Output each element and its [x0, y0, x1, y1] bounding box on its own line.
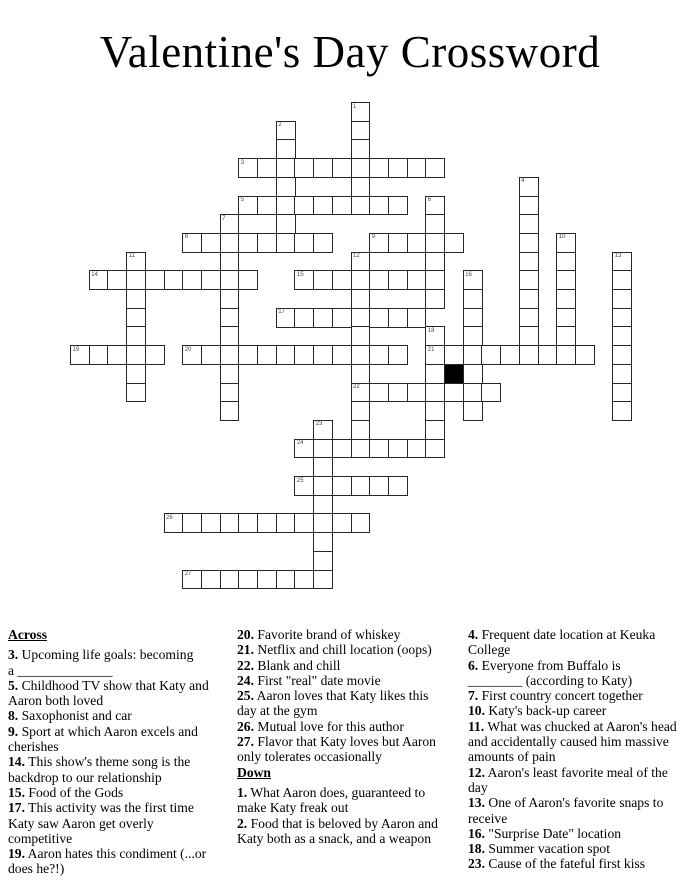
- clue-number: 18.: [468, 841, 485, 857]
- grid-cell: [220, 345, 240, 365]
- grid-cell: [463, 364, 483, 384]
- grid-cell: [276, 513, 296, 533]
- cell-number: 22: [353, 384, 360, 390]
- grid-cell: [332, 513, 352, 533]
- grid-cell: [519, 326, 539, 346]
- grid-cell: [519, 196, 539, 216]
- grid-cell: [351, 177, 371, 197]
- grid-cell: [369, 439, 389, 459]
- grid-cell: [294, 270, 314, 290]
- grid-cell: [463, 401, 483, 421]
- clue-number: 8.: [8, 708, 19, 724]
- grid-cell: [220, 364, 240, 384]
- grid-cell: [294, 158, 314, 178]
- clue-item: 13. One of Aaron's favorite snaps to receive: [468, 795, 664, 826]
- grid-cell: [556, 252, 576, 272]
- clue-item: 2. Food that is beloved by Aaron and Katy both as a snack, and a weapon: [237, 815, 438, 846]
- clue-column-1: [8, 627, 216, 877]
- grid-cell: [257, 513, 277, 533]
- grid-cell: [220, 289, 240, 309]
- grid-cell: [276, 158, 296, 178]
- grid-cell: [369, 270, 389, 290]
- grid-cell: [351, 270, 371, 290]
- grid-cell: [519, 233, 539, 253]
- clue-item: 11. What was chucked at Aaron's head and accidentally caused him massive amounts of pain: [468, 718, 677, 765]
- clue-number: 15.: [8, 784, 25, 800]
- cell-number: 25: [296, 477, 304, 484]
- clue-number: 2.: [237, 815, 248, 831]
- grid-cell: [388, 233, 408, 253]
- grid-cell: [220, 252, 240, 272]
- grid-cell: [294, 476, 314, 496]
- grid-cell: [388, 476, 408, 496]
- cell-number: 15: [296, 271, 304, 278]
- clue-item: 7. First country concert together: [468, 688, 643, 704]
- grid-cell: [463, 383, 483, 403]
- grid-cell: [407, 439, 427, 459]
- clue-number: 22.: [237, 657, 254, 673]
- clue-number: 9.: [8, 723, 19, 739]
- grid-cell: [351, 139, 371, 159]
- grid-cell: [369, 308, 389, 328]
- grid-cell: [519, 177, 539, 197]
- grid-cell: [388, 270, 408, 290]
- clue-item: 23. Cause of the fateful first kiss: [468, 856, 646, 872]
- grid-cell: [388, 345, 408, 365]
- grid-cell: [107, 270, 127, 290]
- clue-number: 25.: [237, 688, 254, 704]
- grid-cell: [407, 158, 427, 178]
- cell-number: 8: [184, 234, 189, 241]
- clue-item: 25. Aaron loves that Katy likes this day at the gym: [237, 688, 429, 719]
- cell-number: 24: [296, 440, 304, 447]
- grid-cell: [126, 345, 146, 365]
- grid-cell: [425, 233, 445, 253]
- clue-number: 11.: [468, 718, 485, 734]
- cell-number: 21: [427, 346, 435, 353]
- grid-cell: [238, 233, 258, 253]
- grid-cell: [351, 326, 371, 346]
- grid-cell: [294, 233, 314, 253]
- grid-cell: [351, 383, 371, 403]
- clue-item: 5. Childhood TV show that Katy and Aaron both loved: [8, 677, 209, 709]
- grid-cell: [556, 270, 576, 290]
- grid-cell: [257, 345, 277, 365]
- grid-cell: [369, 345, 389, 365]
- black-cell: [444, 364, 464, 384]
- grid-cell: [463, 345, 483, 365]
- clue-item: 10. Katy's back-up career: [468, 703, 607, 719]
- grid-cell: [220, 270, 240, 290]
- grid-cell: [313, 532, 333, 552]
- grid-cell: [276, 233, 296, 253]
- grid-cell: [369, 476, 389, 496]
- grid-cell: [612, 345, 632, 365]
- grid-cell: [313, 457, 333, 477]
- grid-cell: [407, 270, 427, 290]
- cell-number: 7: [222, 215, 226, 222]
- grid-cell: [313, 513, 333, 533]
- grid-cell: [89, 345, 109, 365]
- cell-number: 26: [166, 514, 173, 521]
- grid-cell: [294, 345, 314, 365]
- grid-cell: [220, 401, 240, 421]
- grid-cell: [519, 345, 539, 365]
- cell-number: 6: [427, 197, 432, 203]
- clues-header-across: Across: [8, 627, 48, 642]
- clue-number: 13.: [468, 795, 485, 811]
- grid-cell: [351, 345, 371, 365]
- grid-cell: [369, 196, 389, 216]
- clue-number: 17.: [8, 800, 25, 816]
- clue-number: 21.: [237, 642, 254, 658]
- grid-cell: [369, 233, 389, 253]
- grid-cell: [425, 196, 445, 216]
- grid-cell: [407, 383, 427, 403]
- grid-cell: [220, 214, 240, 234]
- grid-cell: [425, 401, 445, 421]
- grid-cell: [313, 158, 333, 178]
- grid-cell: [351, 158, 371, 178]
- grid-cell: [257, 570, 277, 590]
- grid-cell: [332, 439, 352, 459]
- clue-number: 4.: [468, 627, 479, 642]
- clue-number: 23.: [468, 856, 485, 872]
- cell-number: 12: [353, 253, 360, 260]
- grid-cell: [145, 270, 165, 290]
- grid-cell: [276, 570, 296, 590]
- clue-item: 27. Flavor that Katy loves but Aaron only tolerates occasionally: [237, 734, 436, 765]
- grid-cell: [351, 439, 371, 459]
- grid-cell: [351, 401, 371, 421]
- grid-cell: [351, 252, 371, 272]
- cell-number: 11: [128, 253, 135, 260]
- clue-item: 15. Food of the Gods: [8, 784, 124, 800]
- grid-cell: [313, 270, 333, 290]
- clue-item: 12. Aaron's least favorite meal of the day: [468, 764, 668, 795]
- clue-number: 24.: [237, 672, 254, 688]
- grid-cell: [519, 289, 539, 309]
- clue-number: 1.: [237, 784, 248, 800]
- clue-item: 16. "Surprise Date" location: [468, 825, 622, 841]
- grid-cell: [612, 252, 632, 272]
- clue-number: 26.: [237, 718, 254, 734]
- grid-cell: [463, 326, 483, 346]
- grid-cell: [238, 158, 258, 178]
- page-title: Valentine's Day Crossword: [99, 27, 601, 77]
- clue-item: 24. First "real" date movie: [237, 672, 381, 688]
- grid-cell: [145, 345, 165, 365]
- grid-cell: [201, 513, 221, 533]
- grid-cell: [276, 139, 296, 159]
- grid-cell: [332, 308, 352, 328]
- clue-number: 6.: [468, 657, 479, 673]
- grid-cell: [294, 308, 314, 328]
- clue-number: 19.: [8, 846, 25, 862]
- clue-item: 18. Summer vacation spot: [468, 841, 610, 857]
- grid-cell: [519, 252, 539, 272]
- grid-cell: [332, 196, 352, 216]
- grid-cell: [556, 308, 576, 328]
- grid-cell: [276, 196, 296, 216]
- grid-cell: [276, 121, 296, 141]
- grid-cell: [220, 308, 240, 328]
- grid-cell: [294, 570, 314, 590]
- grid-cell: [107, 345, 127, 365]
- clue-item: 21. Netflix and chill location (oops): [237, 642, 432, 658]
- grid-cell: [182, 233, 202, 253]
- grid-cell: [126, 364, 146, 384]
- grid-cell: [556, 233, 576, 253]
- cell-number: 1: [353, 103, 357, 110]
- grid-cell: [500, 345, 520, 365]
- grid-cell: [369, 383, 389, 403]
- grid-cell: [238, 513, 258, 533]
- clue-item: 6. Everyone from Buffalo is ________ (according to Katy): [468, 657, 633, 688]
- grid-cell: [313, 476, 333, 496]
- grid-cell: [425, 345, 445, 365]
- grid-cell: [425, 289, 445, 309]
- clue-item: 22. Blank and chill: [237, 657, 341, 673]
- grid-cell: [612, 401, 632, 421]
- grid-cell: [126, 383, 146, 403]
- grid-cell: [164, 513, 184, 533]
- grid-cell: [238, 345, 258, 365]
- cell-number: 14: [91, 271, 98, 278]
- grid-cell: [332, 158, 352, 178]
- cell-number: 9: [371, 234, 376, 241]
- grid-cell: [351, 102, 371, 122]
- grid-cell: [70, 345, 90, 365]
- grid-cell: [351, 513, 371, 533]
- grid-cell: [126, 289, 146, 309]
- grid-cell: [238, 196, 258, 216]
- cell-number: 13: [614, 253, 622, 260]
- grid-cell: [425, 420, 445, 440]
- grid-cell: [257, 196, 277, 216]
- clue-number: 12.: [468, 764, 485, 780]
- grid-cell: [313, 196, 333, 216]
- grid-cell: [201, 270, 221, 290]
- grid-cell: [313, 233, 333, 253]
- grid-cell: [425, 383, 445, 403]
- cell-number: 3: [240, 159, 245, 166]
- clue-item: 26. Mutual love for this author: [237, 718, 404, 734]
- grid-cell: [126, 270, 146, 290]
- grid-cell: [575, 345, 595, 365]
- clue-number: 16.: [468, 825, 485, 841]
- grid-cell: [481, 345, 501, 365]
- grid-cell: [351, 364, 371, 384]
- clue-item: 14. This show's theme song is the backdrop to our relationship: [8, 754, 191, 785]
- grid-cell: [332, 345, 352, 365]
- grid-cell: [388, 308, 408, 328]
- clue-number: 7.: [468, 688, 479, 704]
- grid-cell: [126, 326, 146, 346]
- grid-cell: [276, 308, 296, 328]
- cell-number: 20: [184, 346, 192, 353]
- grid-cell: [276, 177, 296, 197]
- grid-cell: [538, 345, 558, 365]
- grid-cell: [519, 214, 539, 234]
- grid-cell: [257, 158, 277, 178]
- cell-number: 18: [427, 327, 435, 334]
- grid-cell: [425, 364, 445, 384]
- grid-cell: [313, 345, 333, 365]
- clue-item: 8. Saxophonist and car: [8, 708, 132, 724]
- grid-cell: [257, 233, 277, 253]
- cell-number: 16: [465, 271, 472, 278]
- grid-cell: [612, 383, 632, 403]
- grid-cell: [313, 420, 333, 440]
- grid-cell: [351, 420, 371, 440]
- grid-cell: [463, 270, 483, 290]
- clue-item: 4. Frequent date location at Keuka College: [468, 627, 656, 658]
- clue-number: 20.: [237, 627, 254, 642]
- grid-cell: [388, 439, 408, 459]
- grid-cell: [294, 196, 314, 216]
- grid-cell: [182, 513, 202, 533]
- grid-cell: [425, 326, 445, 346]
- grid-cell: [556, 326, 576, 346]
- grid-cell: [407, 308, 427, 328]
- grid-cell: [313, 570, 333, 590]
- grid-cell: [294, 439, 314, 459]
- grid-cell: [294, 513, 314, 533]
- grid-cell: [164, 270, 184, 290]
- grid-cell: [220, 233, 240, 253]
- grid-cell: [556, 289, 576, 309]
- grid-cell: [351, 289, 371, 309]
- grid-cell: [351, 196, 371, 216]
- grid-cell: [425, 270, 445, 290]
- grid-cell: [388, 383, 408, 403]
- grid-cell: [126, 308, 146, 328]
- grid-cell: [612, 364, 632, 384]
- clues-header-down: Down: [237, 764, 271, 780]
- grid-cell: [612, 289, 632, 309]
- grid-cell: [444, 345, 464, 365]
- cell-number: 5: [240, 197, 245, 203]
- cell-number: 2: [278, 122, 282, 129]
- grid-cell: [332, 270, 352, 290]
- grid-cell: [481, 383, 501, 403]
- cell-number: 27: [184, 571, 192, 577]
- grid-cell: [276, 345, 296, 365]
- grid-cell: [388, 196, 408, 216]
- cell-number: 4: [521, 178, 525, 185]
- grid-cell: [519, 270, 539, 290]
- clue-item: 1. What Aaron does, guaranteed to make Katy freak out: [237, 784, 426, 816]
- grid-cell: [201, 233, 221, 253]
- grid-cell: [220, 383, 240, 403]
- grid-cell: [182, 270, 202, 290]
- grid-cell: [89, 270, 109, 290]
- grid-cell: [351, 308, 371, 328]
- grid-cell: [238, 270, 258, 290]
- grid-cell: [313, 495, 333, 515]
- grid-cell: [220, 513, 240, 533]
- grid-cell: [519, 308, 539, 328]
- grid-cell: [351, 476, 371, 496]
- grid-cell: [612, 270, 632, 290]
- grid-cell: [407, 233, 427, 253]
- clue-number: 10.: [468, 703, 485, 719]
- grid-cell: [313, 308, 333, 328]
- clue-item: 19. Aaron hates this condiment (...or does he?!): [8, 846, 207, 877]
- grid-cell: [444, 233, 464, 253]
- clue-item: 20. Favorite brand of whiskey: [237, 627, 401, 642]
- cell-number: 23: [315, 421, 323, 428]
- grid-cell: [201, 345, 221, 365]
- grid-cell: [425, 214, 445, 234]
- grid-cell: [276, 214, 296, 234]
- grid-cell: [201, 570, 221, 590]
- clue-item: 9. Sport at which Aaron excels and cherishes: [8, 723, 198, 755]
- grid-cell: [556, 345, 576, 365]
- grid-cell: [612, 326, 632, 346]
- grid-cell: [425, 252, 445, 272]
- grid-cell: [126, 252, 146, 272]
- grid-cell: [351, 121, 371, 141]
- clue-item: 3. Upcoming life goals: becoming a ______________: [8, 647, 194, 678]
- grid-cell: [463, 289, 483, 309]
- grid-cell: [612, 308, 632, 328]
- cell-number: 17: [278, 309, 285, 316]
- grid-cell: [182, 570, 202, 590]
- grid-cell: [388, 158, 408, 178]
- clue-number: 3.: [8, 647, 19, 663]
- grid-cell: [425, 439, 445, 459]
- grid-cell: [238, 570, 258, 590]
- grid-cell: [220, 570, 240, 590]
- grid-cell: [332, 476, 352, 496]
- clue-number: 14.: [8, 754, 25, 770]
- grid-cell: [425, 158, 445, 178]
- grid-cell: [369, 158, 389, 178]
- grid-cell: [313, 551, 333, 571]
- clue-number: 27.: [237, 734, 254, 750]
- grid-cell: [220, 326, 240, 346]
- clue-number: 5.: [8, 677, 19, 693]
- grid-cell: [444, 383, 464, 403]
- grid-cell: [182, 345, 202, 365]
- clue-column-3: [468, 627, 680, 872]
- clue-column-2: [237, 627, 447, 846]
- cell-number: 19: [72, 346, 80, 353]
- clue-item: 17. This activity was the first time Katy saw Aaron get overly competitive: [8, 800, 194, 846]
- grid-cell: [463, 308, 483, 328]
- cell-number: 10: [558, 234, 566, 241]
- grid-cell: [313, 439, 333, 459]
